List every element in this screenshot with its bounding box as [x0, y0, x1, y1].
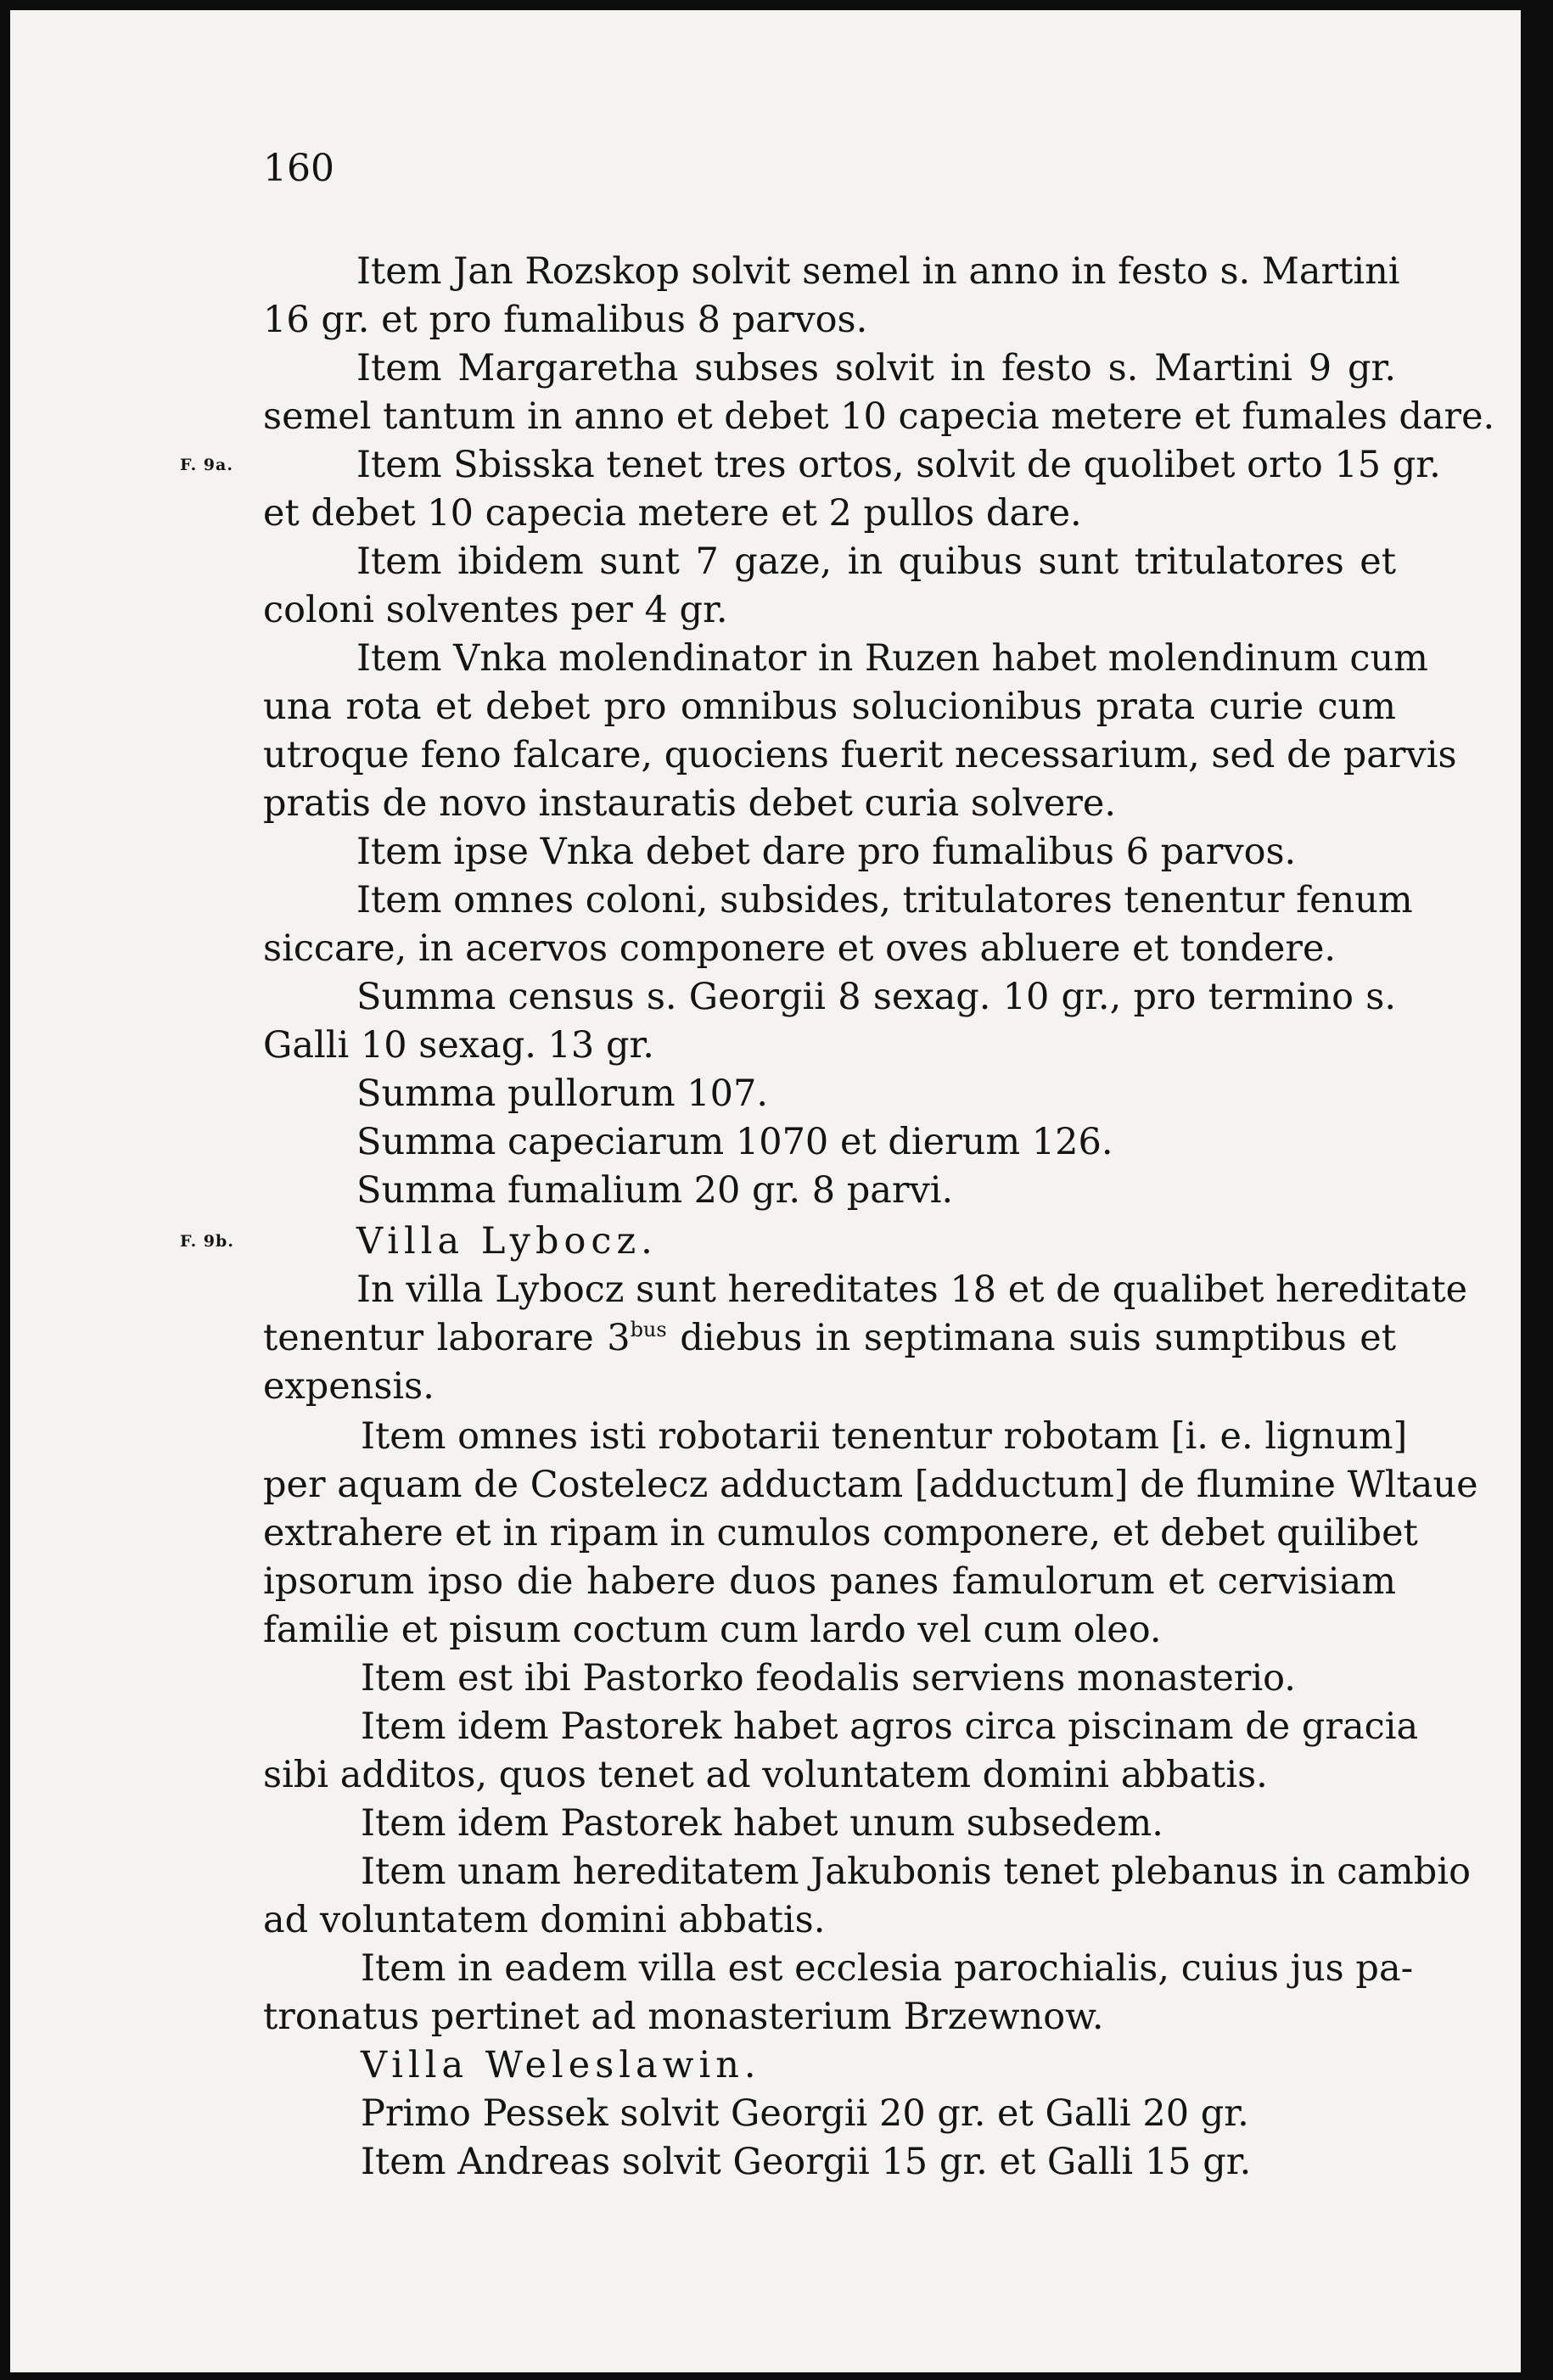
- text-line: utroque feno falcare, quociens fuerit necessarium, sed de parvis: [263, 734, 1457, 776]
- text-line: Item idem Pastorek habet unum subsedem.: [361, 1802, 1163, 1845]
- text-line: ipsorum ipso die habere duos panes famulorum et cervisiam: [263, 1560, 1396, 1603]
- text-line: Summa capeciarum 1070 et dierum 126.: [356, 1121, 1113, 1163]
- text-line: Galli 10 sexag. 13 gr.: [263, 1024, 654, 1067]
- margin-note-folio-9a: F. 9a.: [180, 456, 233, 474]
- text-line: [263, 1314, 1396, 1362]
- text-line: Item omnes isti robotarii tenentur robotam [i. e. lignum]: [361, 1415, 1408, 1458]
- text-line: familie et pisum coctum cum lardo vel cum oleo.: [263, 1609, 1162, 1651]
- text-line: Item ipse Vnka debet dare pro fumalibus 6 parvos.: [356, 831, 1297, 873]
- text-line: Item ibidem sunt 7 gaze, in quibus sunt tritulatores et: [356, 540, 1396, 583]
- section-heading-villa-weleslawin: Villa Weleslawin.: [361, 2044, 761, 2086]
- text-line: Item Andreas solvit Georgii 15 gr. et Galli 15 gr.: [361, 2141, 1252, 2183]
- text-line: Item idem Pastorek habet agros circa piscinam de gracia: [361, 1705, 1419, 1748]
- text-line: Item est ibi Pastorko feodalis serviens monasterio.: [361, 1657, 1296, 1700]
- text-line: pratis de novo instauratis debet curia solvere.: [263, 782, 1117, 825]
- text-line: In villa Lybocz sunt hereditates 18 et de qualibet hereditate: [356, 1268, 1468, 1311]
- text-line: ad voluntatem domini abbatis.: [263, 1899, 826, 1941]
- text-line: Summa pullorum 107.: [356, 1072, 769, 1115]
- text-line: Item Margaretha subses solvit in festo s. Martini 9 gr.: [356, 347, 1396, 389]
- text-line: et debet 10 capecia metere et 2 pullos dare.: [263, 492, 1082, 535]
- text-line: expensis.: [263, 1365, 435, 1408]
- text-line: sibi additos, quos tenet ad voluntatem domini abbatis.: [263, 1754, 1268, 1796]
- page-number: 160: [263, 147, 334, 190]
- text-segment: diebus in septimana suis sumptibus et: [680, 1317, 1396, 1359]
- text-line: Item omnes coloni, subsides, tritulatores tenentur fenum: [356, 879, 1413, 921]
- text-line: Item in eadem villa est ecclesia parochialis, cuius jus pa-: [361, 1947, 1414, 1990]
- section-heading-villa-lybocz: Villa Lybocz.: [356, 1220, 658, 1263]
- text-line: una rota et debet pro omnibus solucionibus prata curie cum: [263, 686, 1396, 728]
- text-line: extrahere et in ripam in cumulos componere, et debet quilibet: [263, 1512, 1418, 1554]
- text-line: Primo Pessek solvit Georgii 20 gr. et Galli 20 gr.: [361, 2092, 1249, 2135]
- text-line: Item Vnka molendinator in Ruzen habet molendinum cum: [356, 637, 1428, 680]
- text-line: per aquam de Costelecz adductam [adductum] de flumine Wltaue: [263, 1464, 1478, 1506]
- text-line: Item unam hereditatem Jakubonis tenet plebanus in cambio: [361, 1851, 1471, 1893]
- text-line: Item Sbisska tenet tres ortos, solvit de quolibet orto 15 gr.: [356, 444, 1441, 486]
- text-line: Item Jan Rozskop solvit semel in anno in festo s. Martini: [356, 250, 1400, 293]
- superscript-abbreviation: bus: [630, 1318, 667, 1341]
- margin-note-folio-9b: F. 9b.: [180, 1232, 234, 1251]
- text-line: semel tantum in anno et debet 10 capecia metere et fumales dare.: [263, 395, 1495, 438]
- text-line: siccare, in acervos componere et oves abluere et tondere.: [263, 927, 1337, 970]
- document-page: [10, 10, 1521, 2372]
- text-line: coloni solventes per 4 gr.: [263, 589, 728, 631]
- text-line: Summa fumalium 20 gr. 8 parvi.: [356, 1169, 954, 1212]
- text-segment: tenentur laborare 3: [263, 1317, 631, 1359]
- text-line: Summa census s. Georgii 8 sexag. 10 gr., pro termino s.: [356, 976, 1396, 1018]
- text-line: 16 gr. et pro fumalibus 8 parvos.: [263, 299, 868, 341]
- text-line: tronatus pertinet ad monasterium Brzewnow.: [263, 1996, 1104, 2038]
